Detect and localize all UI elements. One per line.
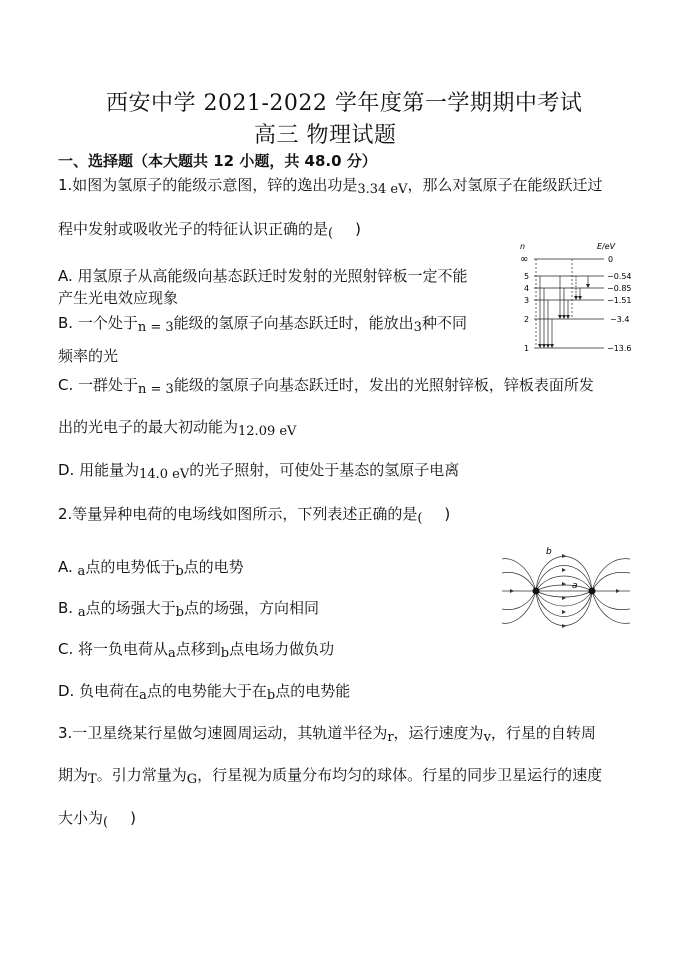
- q3-line2: 期为T。引力常量为G，行星视为质量分布均匀的球体。行星的同步卫星运行的速度: [58, 766, 603, 787]
- q2-option-d: D. 负电荷在a点的电势能大于在b点的电势能: [58, 682, 351, 703]
- point-b-label: b: [546, 547, 552, 557]
- q1-option-c-line1: C. 一群处于n = 3能级的氢原子向基态跃迁时，发出的光照射锌板，锌板表面所发: [58, 376, 594, 397]
- fig1-n-label: n: [520, 242, 526, 251]
- q1-stem-line2: 程中发射或吸收光子的特征认识正确的是( ): [58, 220, 361, 241]
- svg-text:−0.54: −0.54: [607, 272, 632, 281]
- svg-text:1: 1: [524, 344, 530, 353]
- q2-stem: 2.等量异种电荷的电场线如图所示，下列表述正确的是( ): [58, 505, 451, 526]
- field-lines-diagram: [500, 543, 632, 639]
- q1-stem-line1: 1.如图为氢原子的能级示意图，锌的逸出功是3.34 eV，那么对氢原子在能级跃迁过: [58, 176, 603, 197]
- q1-option-b-line2: 频率的光: [58, 347, 119, 365]
- q1-work-function: 3.34 eV: [357, 182, 408, 197]
- q1-option-b-line1: B. 一个处于n = 3能级的氢原子向基态跃迁时，能放出3种不同: [58, 314, 467, 335]
- q2-option-c: C. 将一负电荷从a点移到b点电场力做负功: [58, 640, 335, 661]
- svg-text:−1.51: −1.51: [607, 296, 632, 305]
- exam-title: 西安中学 2021-2022 学年度第一学期期中考试: [106, 91, 583, 116]
- negative-charge: [589, 588, 596, 595]
- q1-option-a: A. 用氢原子从高能级向基态跃迁时发射的光照射锌板一定不能 产生光电效应现象: [58, 267, 468, 307]
- energy-level-diagram: [514, 238, 639, 360]
- point-a-label: a: [572, 581, 578, 591]
- svg-text:∞: ∞: [520, 254, 529, 265]
- q2-option-a: A. a点的电势低于b点的电势: [58, 558, 244, 579]
- svg-text:−3.4: −3.4: [610, 315, 630, 324]
- svg-text:−13.6: −13.6: [607, 344, 632, 353]
- section-heading: 一、选择题（本大题共 12 小题，共 48.0 分）: [58, 152, 377, 170]
- svg-text:3: 3: [524, 296, 530, 305]
- q1-option-c-line2: 出的光电子的最大初动能为12.09 eV: [58, 418, 297, 439]
- transition-arrows: [536, 259, 588, 347]
- positive-charge: [533, 588, 540, 595]
- q3-line1: 3.一卫星绕某行星做匀速圆周运动，其轨道半径为r，运行速度为v，行星的自转周: [58, 724, 596, 745]
- svg-text:2: 2: [524, 315, 530, 324]
- svg-text:0: 0: [608, 255, 614, 264]
- q3-line3: 大小为( ): [58, 809, 136, 830]
- q2-option-b: B. a点的场强大于b点的场强，方向相同: [58, 599, 319, 620]
- svg-text:−0.85: −0.85: [607, 284, 632, 293]
- svg-text:4: 4: [524, 284, 530, 293]
- exam-subtitle: 高三 物理试题: [254, 123, 397, 148]
- svg-text:5: 5: [524, 272, 530, 281]
- fig1-e-label: E/eV: [597, 242, 616, 251]
- level-inf: [520, 254, 613, 265]
- q1-option-d: D. 用能量为14.0 eV的光子照射，可使处于基态的氢原子电离: [58, 461, 460, 482]
